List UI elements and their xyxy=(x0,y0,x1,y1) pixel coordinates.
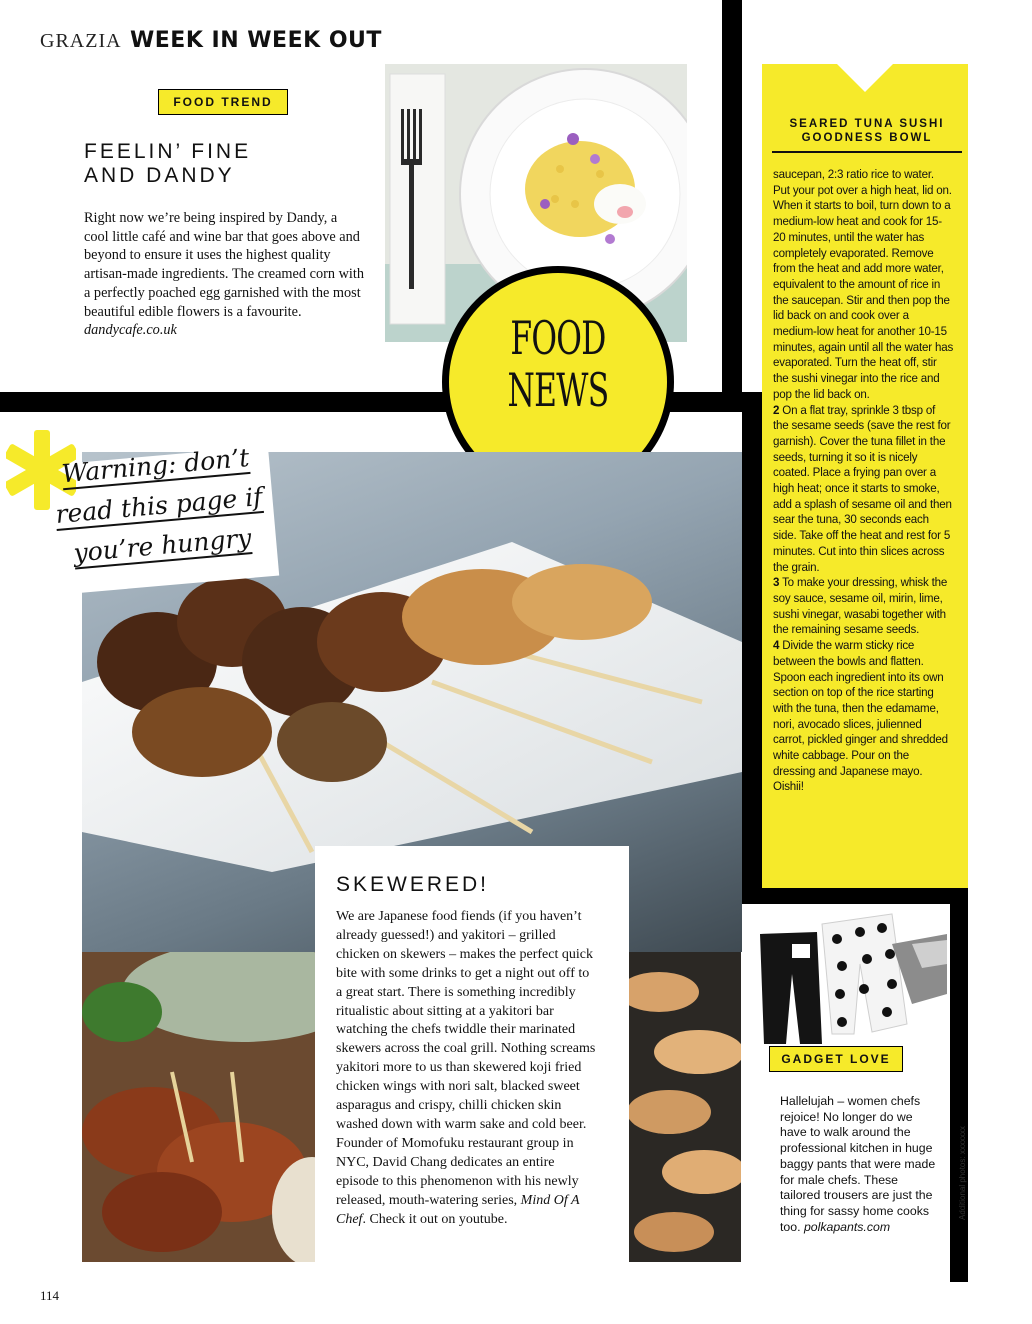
photo-credit: Additional photos: xxxxxxx xyxy=(958,1126,967,1220)
grill-skewers-illustration xyxy=(629,952,741,1262)
food-news-line1: FOOD xyxy=(510,311,606,365)
gadget-url: polkapants.com xyxy=(803,1219,891,1234)
section-title: WEEK IN WEEK OUT xyxy=(130,28,382,53)
skewered-body-end: . Check it out on youtube. xyxy=(362,1211,508,1227)
divider-bar-gadget-right xyxy=(950,888,968,1282)
recipe-step2-text: On a flat tray, sprinkle 3 tbsp of the sesame seeds (save the rest for garnish). Cover the tuna fillet in the seeds, turning it so it is nicely coated. Place a frying pan over a high heat; once it starts to smoke, add a splash of sesame oil and then sear the tuna, 30 seconds each side. Take off the heat and rest for 5 minutes. Cut into thin slices across the grain. xyxy=(773,402,952,574)
page-number: 114 xyxy=(40,1288,60,1303)
warning-headline xyxy=(39,436,279,576)
food-trend-headline-line1: FEELIN’ FINE xyxy=(84,140,252,163)
food-news-line2: NEWS xyxy=(507,363,609,417)
food-trend-tag: FOOD TREND xyxy=(158,89,288,115)
skewered-series-title: Mind Of A Chef xyxy=(336,1192,580,1227)
warning-line3: you’re hungry xyxy=(72,523,253,568)
food-trend-headline xyxy=(84,140,374,188)
warning-line2: read this page if xyxy=(54,482,264,529)
gadget-body xyxy=(780,1094,940,1235)
grill-skewers-photo xyxy=(629,952,741,1262)
divider-bar-gadget-top xyxy=(742,888,968,904)
recipe-body xyxy=(773,167,954,795)
food-trend-body xyxy=(84,209,364,340)
recipe-title: SEARED TUNA SUSHI GOODNESS BOWL xyxy=(772,117,962,153)
brand-name: GRAZIA xyxy=(40,30,122,52)
skewered-body xyxy=(336,908,598,1229)
recipe-step1-text: saucepan, 2:3 ratio rice to water. Put your pot over a high heat, lid on. When it starts to boil, turn down to a medium-low heat and cook for 15-20 minutes, until the water has completely evaporated. Remove from the heat and add more water, equivalent to the amount of rice in the saucepan. Stir and then pop the lid back on and cook over a medium-low heat for another 10-15 minutes, again until all the water has evaporated. Turn the heat off, stir the sushi vinegar into the rice and pop the lid back on. xyxy=(773,167,954,401)
page-header xyxy=(40,28,382,53)
skewered-headline: SKEWERED! xyxy=(336,873,490,896)
polka-pants-illustration xyxy=(742,904,950,1054)
skewered-body-text: We are Japanese food fiends (if you haven’t already guessed!) and yakitori – grilled chicken on skewers – makes the perfect quick bite with some drinks to get a night out off to a great start. There is something incredibly ritualistic about sitting at a yakitori bar watching the chefs twiddle their marinated skewers across the coal grill. Nothing screams yakitori more to us than skewered koji fried chicken wings with nori salt, blacked sweet asparagus and crispy, chilli chicken skin washed down with warm sake and cold beer. Founder of Momofuku restaurant group in NYC, David Chang dedicates an entire episode to this phenomenon with his newly released, mouth-watering series, xyxy=(336,909,596,1208)
recipe-step2-number: 2 xyxy=(773,402,780,417)
recipe-step3-number: 3 xyxy=(773,575,780,590)
warning-line1: Warning: don’t xyxy=(60,443,251,489)
recipe-step4-text: Divide the warm sticky rice between the bowls and flatten. Spoon each ingredient into its own section on top of the rice starting with the tuna, then the edamame, nori, avocado slices, julienned carrot, pickled ginger and shredded white cabbage. Pour on the dressing and Japanese mayo. Oishii! xyxy=(773,638,948,794)
chevron-down-icon xyxy=(837,64,893,94)
gadget-love-tag: GADGET LOVE xyxy=(769,1046,903,1072)
divider-bar-top-vertical xyxy=(722,0,742,412)
polka-pants-photo xyxy=(742,904,950,1054)
food-trend-headline-line2: AND DANDY xyxy=(84,164,235,187)
food-trend-url: dandycafe.co.uk xyxy=(84,322,177,339)
recipe-step4-number: 4 xyxy=(773,638,780,653)
chicken-wings-photo xyxy=(82,952,344,1262)
chicken-wings-illustration xyxy=(82,952,344,1262)
divider-bar-right xyxy=(742,392,762,904)
food-news-title xyxy=(479,312,637,416)
food-trend-body-text: Right now we’re being inspired by Dandy, a cool little café and wine bar that goes above and beyond to ensure it uses the highest quality artisan-made ingredients. The creamed corn with a perfectly poached egg garnished with the most beautiful edible flowers is a favourite. xyxy=(84,210,365,320)
gadget-body-text: Hallelujah – women chefs rejoice! No longer do we have to walk around the professional kitchen in huge baggy pants that were made for male chefs. These tailored trousers are just the thing for sassy home cooks too. xyxy=(780,1094,936,1234)
recipe-step3-text: To make your dressing, whisk the soy sauce, sesame oil, mirin, lime, sushi vinegar, wasabi together with the remaining sesame seeds. xyxy=(773,575,948,637)
